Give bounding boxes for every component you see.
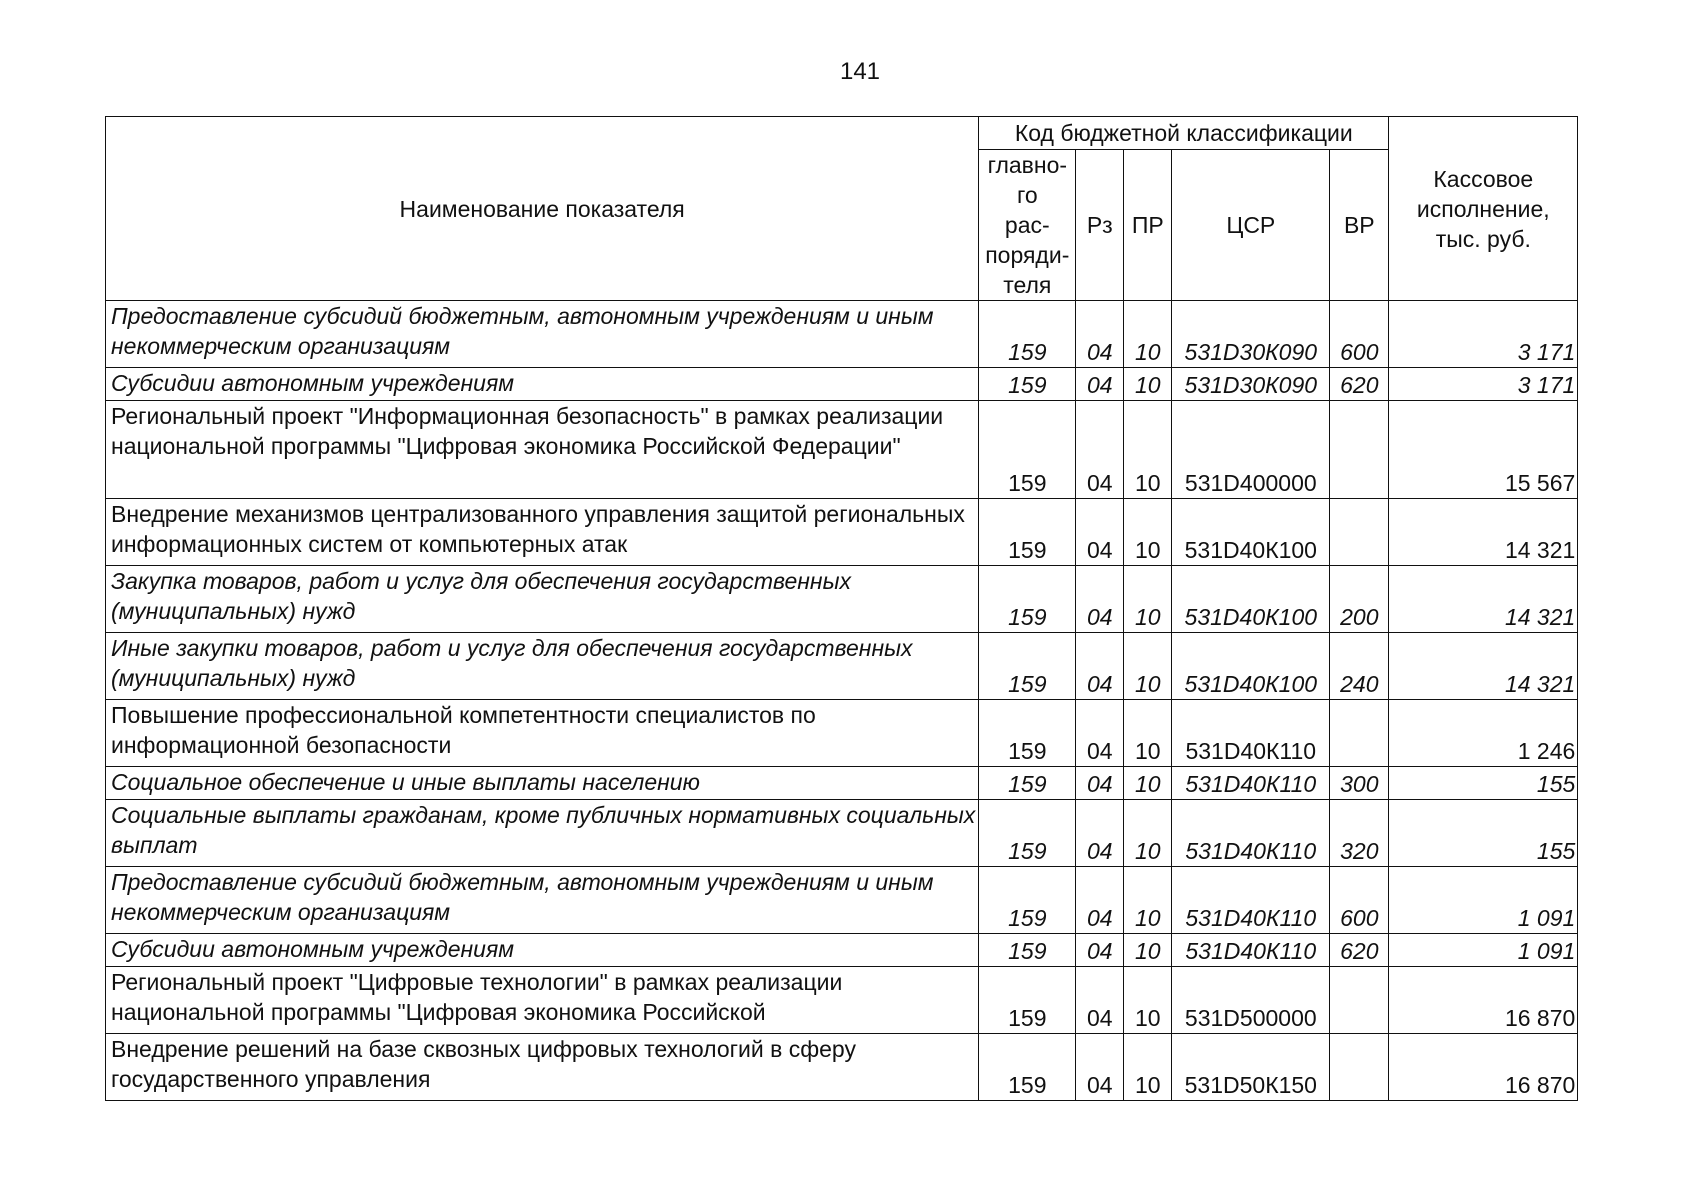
row-name: Повышение профессиональной компетентности специалистов по информационной безопасности	[106, 700, 979, 767]
header-csr: ЦСР	[1172, 150, 1330, 301]
header-pr: ПР	[1124, 150, 1172, 301]
table-row	[106, 368, 1578, 401]
row-amount: 1 091	[1389, 867, 1578, 934]
table-row	[106, 633, 1578, 700]
table-row	[106, 767, 1578, 800]
row-amount: 15 567	[1389, 401, 1578, 499]
row-admin-code: 159	[979, 767, 1076, 800]
header-name: Наименование показателя	[106, 117, 979, 301]
page-number: 141	[839, 58, 881, 85]
header-code-group: Код бюджетной классификации	[979, 117, 1389, 150]
row-vr: 600	[1330, 301, 1389, 368]
row-amount: 1 246	[1389, 700, 1578, 767]
row-name: Предоставление субсидий бюджетным, автономным учреждениям и иным некоммерческим организациям	[106, 867, 979, 934]
row-amount: 1 091	[1389, 934, 1578, 967]
row-admin-code: 159	[979, 633, 1076, 700]
row-rz: 04	[1076, 401, 1124, 499]
row-amount: 14 321	[1389, 499, 1578, 566]
row-rz: 04	[1076, 767, 1124, 800]
row-pr: 10	[1124, 800, 1172, 867]
row-name: Субсидии автономным учреждениям	[106, 368, 979, 401]
row-rz: 04	[1076, 633, 1124, 700]
table-row	[106, 401, 1578, 499]
row-amount: 16 870	[1389, 1034, 1578, 1101]
row-pr: 10	[1124, 633, 1172, 700]
row-name: Субсидии автономным учреждениям	[106, 934, 979, 967]
row-pr: 10	[1124, 867, 1172, 934]
row-csr: 531D30К090	[1172, 368, 1330, 401]
row-csr: 531D30К090	[1172, 301, 1330, 368]
budget-table	[105, 116, 1578, 1101]
row-vr: 320	[1330, 800, 1389, 867]
row-csr: 531D40К100	[1172, 633, 1330, 700]
row-name: Социальные выплаты гражданам, кроме публичных нормативных социальных выплат	[106, 800, 979, 867]
table-row	[106, 867, 1578, 934]
row-vr: 620	[1330, 368, 1389, 401]
row-csr: 531D40К110	[1172, 800, 1330, 867]
row-admin-code: 159	[979, 800, 1076, 867]
table-row	[106, 566, 1578, 633]
row-amount: 16 870	[1389, 967, 1578, 1034]
row-admin-code: 159	[979, 700, 1076, 767]
table-row	[106, 700, 1578, 767]
row-admin-code: 159	[979, 967, 1076, 1034]
row-admin-code: 159	[979, 499, 1076, 566]
row-vr: 600	[1330, 867, 1389, 934]
table-row	[106, 499, 1578, 566]
row-csr: 531D40К110	[1172, 867, 1330, 934]
row-admin-code: 159	[979, 566, 1076, 633]
row-pr: 10	[1124, 566, 1172, 633]
row-vr	[1330, 967, 1389, 1034]
table-row	[106, 934, 1578, 967]
row-rz: 04	[1076, 1034, 1124, 1101]
row-pr: 10	[1124, 700, 1172, 767]
row-pr: 10	[1124, 301, 1172, 368]
header-amount: Кассовое исполнение, тыс. руб.	[1389, 117, 1578, 301]
row-name: Закупка товаров, работ и услуг для обеспечения государственных (муниципальных) нужд	[106, 566, 979, 633]
row-name: Иные закупки товаров, работ и услуг для обеспечения государственных (муниципальных) нужд	[106, 633, 979, 700]
header-rz: Рз	[1076, 150, 1124, 301]
header-vr: ВР	[1330, 150, 1389, 301]
row-pr: 10	[1124, 967, 1172, 1034]
row-vr: 300	[1330, 767, 1389, 800]
row-csr: 531D40К110	[1172, 767, 1330, 800]
row-vr: 620	[1330, 934, 1389, 967]
row-amount: 14 321	[1389, 566, 1578, 633]
row-vr: 240	[1330, 633, 1389, 700]
row-pr: 10	[1124, 368, 1172, 401]
row-name: Социальное обеспечение и иные выплаты населению	[106, 767, 979, 800]
row-admin-code: 159	[979, 401, 1076, 499]
table-row	[106, 1034, 1578, 1101]
row-pr: 10	[1124, 499, 1172, 566]
row-vr	[1330, 700, 1389, 767]
row-pr: 10	[1124, 401, 1172, 499]
row-csr: 531D50К150	[1172, 1034, 1330, 1101]
row-admin-code: 159	[979, 934, 1076, 967]
row-csr: 531D500000	[1172, 967, 1330, 1034]
row-name: Предоставление субсидий бюджетным, автономным учреждениям и иным некоммерческим организациям	[106, 301, 979, 368]
row-admin-code: 159	[979, 1034, 1076, 1101]
row-rz: 04	[1076, 800, 1124, 867]
row-rz: 04	[1076, 867, 1124, 934]
row-rz: 04	[1076, 499, 1124, 566]
row-amount: 3 171	[1389, 301, 1578, 368]
row-rz: 04	[1076, 700, 1124, 767]
table-row	[106, 800, 1578, 867]
row-csr: 531D400000	[1172, 401, 1330, 499]
row-vr: 200	[1330, 566, 1389, 633]
row-amount: 14 321	[1389, 633, 1578, 700]
row-pr: 10	[1124, 934, 1172, 967]
row-amount: 155	[1389, 800, 1578, 867]
table-row	[106, 967, 1578, 1034]
row-vr	[1330, 1034, 1389, 1101]
row-name: Региональный проект "Информационная безопасность" в рамках реализации национальной программы "Цифровая экономика Российской Федерации"	[106, 401, 979, 499]
row-vr	[1330, 401, 1389, 499]
table-row	[106, 301, 1578, 368]
row-rz: 04	[1076, 301, 1124, 368]
row-csr: 531D40К100	[1172, 499, 1330, 566]
row-csr: 531D40К100	[1172, 566, 1330, 633]
row-admin-code: 159	[979, 301, 1076, 368]
row-amount: 3 171	[1389, 368, 1578, 401]
row-admin-code: 159	[979, 368, 1076, 401]
row-csr: 531D40К110	[1172, 700, 1330, 767]
row-name: Внедрение механизмов централизованного управления защитой региональных информационных систем от компьютерных атак	[106, 499, 979, 566]
row-vr	[1330, 499, 1389, 566]
row-admin-code: 159	[979, 867, 1076, 934]
row-csr: 531D40К110	[1172, 934, 1330, 967]
row-name: Региональный проект "Цифровые технологии" в рамках реализации национальной программы "Цифровая экономика Российской	[106, 967, 979, 1034]
header-admin-code: главно-го рас-поряди-теля	[979, 150, 1076, 301]
row-pr: 10	[1124, 767, 1172, 800]
row-rz: 04	[1076, 967, 1124, 1034]
row-amount: 155	[1389, 767, 1578, 800]
row-rz: 04	[1076, 934, 1124, 967]
row-name: Внедрение решений на базе сквозных цифровых технологий в сферу государственного управления	[106, 1034, 979, 1101]
row-rz: 04	[1076, 566, 1124, 633]
row-pr: 10	[1124, 1034, 1172, 1101]
row-rz: 04	[1076, 368, 1124, 401]
